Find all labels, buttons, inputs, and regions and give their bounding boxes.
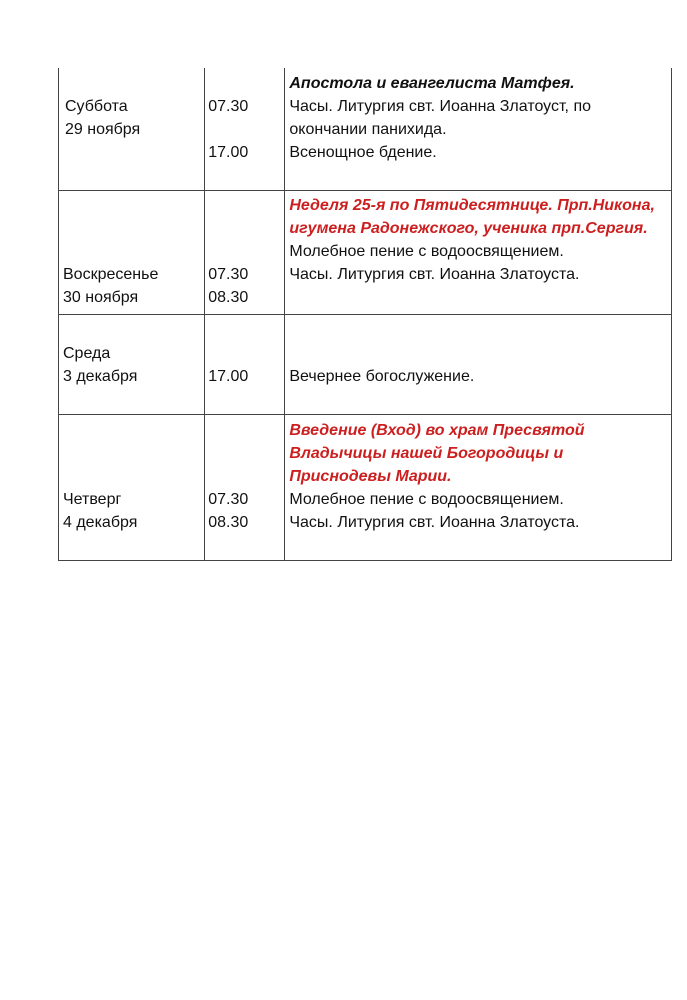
service-time: 07.30 bbox=[208, 490, 249, 508]
table-row bbox=[59, 190, 672, 314]
service-time: 07.30 bbox=[208, 265, 249, 283]
service-time: 08.30 bbox=[208, 288, 249, 306]
table-row bbox=[59, 414, 672, 560]
service-line: окончании панихида. bbox=[289, 121, 447, 138]
service-line: Часы. Литургия свт. Иоанна Златоуста. bbox=[289, 265, 580, 283]
feast-title: Владычицы нашей Богородицы и bbox=[289, 444, 564, 462]
service-line: Часы. Литургия свт. Иоанна Златоуст, по bbox=[289, 98, 592, 115]
service-line: Часы. Литургия свт. Иоанна Златоуста. bbox=[289, 513, 580, 531]
day-name: Четверг bbox=[63, 490, 122, 508]
table-row bbox=[59, 68, 672, 190]
day-name: Суббота bbox=[65, 98, 128, 115]
table-row bbox=[59, 314, 672, 414]
day-date: 4 декабря bbox=[63, 513, 138, 531]
service-line: Всенощное бдение. bbox=[289, 144, 437, 161]
day-date: 30 ноября bbox=[63, 288, 139, 306]
day-name: Воскресенье bbox=[63, 265, 159, 283]
day-cell bbox=[59, 68, 205, 190]
description-cell bbox=[285, 414, 672, 560]
service-time: 08.30 bbox=[208, 513, 249, 531]
time-cell bbox=[205, 314, 285, 414]
description-cell bbox=[285, 190, 672, 314]
time-cell bbox=[205, 190, 285, 314]
day-date: 29 ноября bbox=[65, 121, 141, 138]
feast-title: Апостола и евангелиста Матфея. bbox=[289, 75, 575, 92]
service-line: Вечернее богослужение. bbox=[289, 367, 475, 385]
feast-title: Приснодевы Марии. bbox=[289, 467, 452, 485]
service-line: Молебное пение с водоосвящением. bbox=[289, 242, 564, 260]
description-cell bbox=[285, 68, 672, 190]
day-date: 3 декабря bbox=[63, 367, 138, 385]
day-name: Среда bbox=[63, 344, 111, 362]
service-time: 17.00 bbox=[208, 367, 249, 385]
description-cell bbox=[285, 314, 672, 414]
service-line: Молебное пение с водоосвящением. bbox=[289, 490, 564, 508]
day-cell bbox=[59, 314, 205, 414]
service-time: 07.30 bbox=[208, 98, 249, 115]
service-time: 17.00 bbox=[208, 144, 249, 161]
time-cell bbox=[205, 68, 285, 190]
service-schedule-table bbox=[58, 68, 672, 561]
feast-title: игумена Радонежского, ученика прп.Сергия. bbox=[289, 219, 648, 237]
day-cell bbox=[59, 190, 205, 314]
feast-title: Введение (Вход) во храм Пресвятой bbox=[289, 421, 585, 439]
day-cell bbox=[59, 414, 205, 560]
time-cell bbox=[205, 414, 285, 560]
feast-title: Неделя 25-я по Пятидесятнице. Прп.Никона, bbox=[289, 196, 655, 214]
